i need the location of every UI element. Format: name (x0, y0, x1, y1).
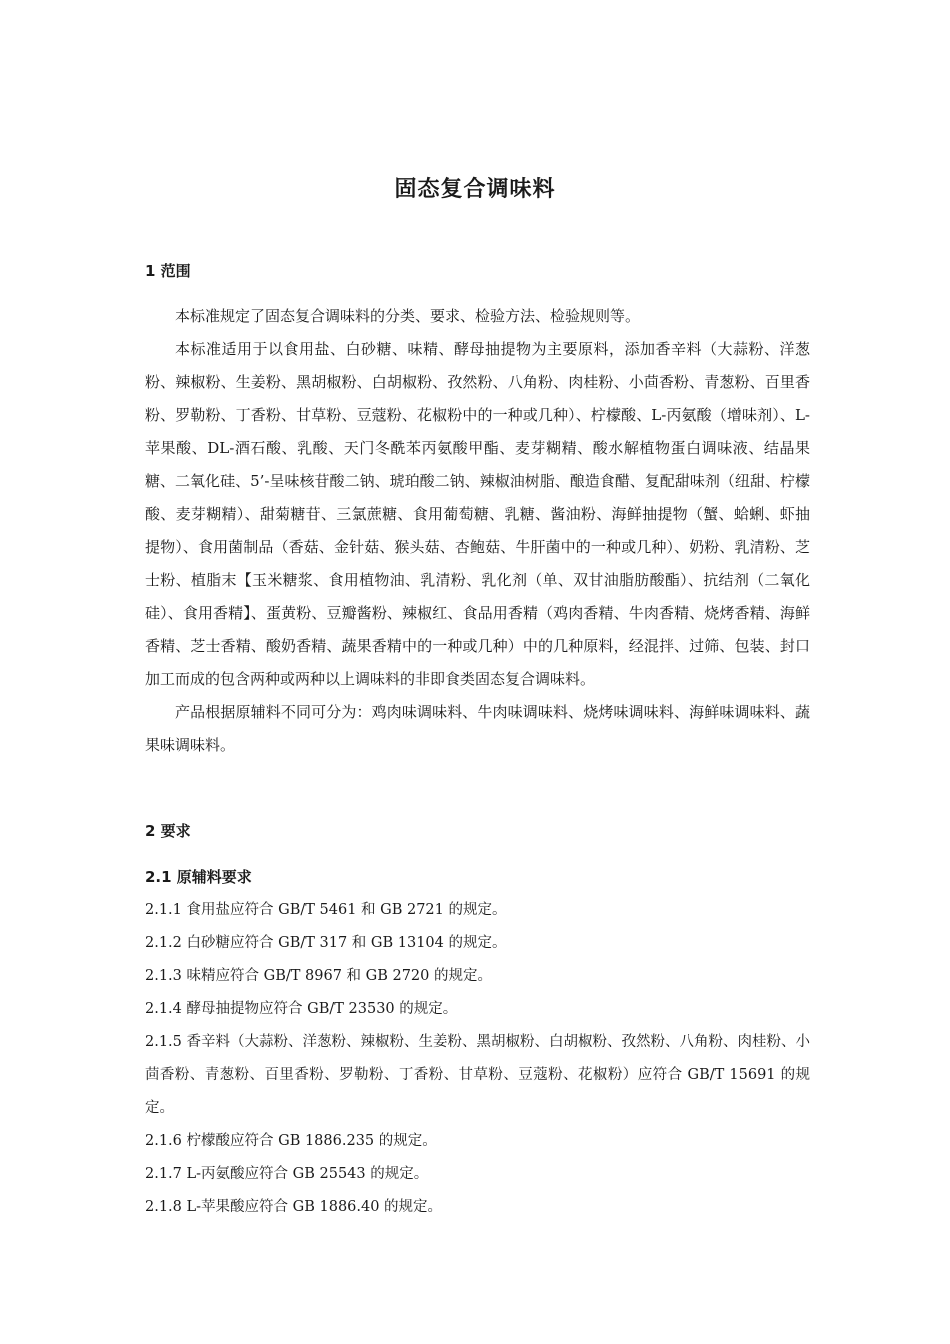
section-heading-scope: 1 范围 (145, 262, 191, 280)
scope-paragraph: 本标准适用于以食用盐、白砂糖、味精、酵母抽提物为主要原料，添加香辛料（大蒜粉、洋葱粉、辣椒粉、生姜粉、黑胡椒粉、白胡椒粉、孜然粉、八角粉、肉桂粉、小茴香粉、青葱粉、百里香粉、罗勒粉、丁香粉、甘草粉、豆蔻粉、花椒粉中的一种或几种）、柠檬酸、L-丙氨酸（增味剂）、L-苹果酸、DL-酒石酸、乳酸、天门冬酰苯丙氨酸甲酯、麦芽糊精、酸水解植物蛋白调味液、结晶果糖、二氧化硅、5’-呈味核苷酸二钠、琥珀酸二钠、辣椒油树脂、酿造食醋、复配甜味剂（纽甜、柠檬酸、麦芽糊精）、甜菊糖苷、三氯蔗糖、食用葡萄糖、乳糖、酱油粉、海鲜抽提物（蟹、蛤蜊、虾抽提物）、食用菌制品（香菇、金针菇、猴头菇、杏鲍菇、牛肝菌中的一种或几种）、奶粉、乳清粉、芝士粉、植脂末【玉米糖浆、食用植物油、乳清粉、乳化剂（单、双甘油脂肪酸酯）、抗结剂（二氧化硅）、食用香精】、蛋黄粉、豆瓣酱粉、辣椒红、食品用香精（鸡肉香精、牛肉香精、烧烤香精、海鲜香精、芝士香精、酸奶香精、蔬果香精中的一种或几种）中的几种原料，经混拌、过筛、包装、封口加工而成的包含两种或两种以上调味料的非即食类固态复合调味料。 (145, 340, 810, 688)
raw-material-clauses (145, 894, 810, 1224)
clause-2-1-6: 2.1.6 柠檬酸应符合 GB 1886.235 的规定。 (145, 1133, 437, 1149)
clause-2-1-3: 2.1.3 味精应符合 GB/T 8967 和 GB 2720 的规定。 (145, 968, 492, 984)
document-title: 固态复合调味料 (394, 177, 556, 202)
clause-2-1-7: 2.1.7 L-丙氨酸应符合 GB 25543 的规定。 (145, 1166, 429, 1182)
scope-paragraph: 本标准规定了固态复合调味料的分类、要求、检验方法、检验规则等。 (175, 307, 641, 325)
clause-2-1-8: 2.1.8 L-苹果酸应符合 GB 1886.40 的规定。 (145, 1199, 443, 1215)
clause-2-1-4: 2.1.4 酵母抽提物应符合 GB/T 23530 的规定。 (145, 1001, 458, 1017)
clause-2-1-2: 2.1.2 白砂糖应符合 GB/T 317 和 GB 13104 的规定。 (145, 935, 507, 951)
scope-paragraph: 产品根据原辅料不同可分为：鸡肉味调味料、牛肉味调味料、烧烤味调味料、海鲜味调味料、蔬果味调味料。 (145, 703, 810, 754)
section-heading-requirements: 2 要求 (145, 822, 191, 840)
clause-2-1-1: 2.1.1 食用盐应符合 GB/T 5461 和 GB 2721 的规定。 (145, 902, 507, 918)
clause-2-1-5: 2.1.5 香辛料（大蒜粉、洋葱粉、辣椒粉、生姜粉、黑胡椒粉、白胡椒粉、孜然粉、八角粉、肉桂粉、小茴香粉、青葱粉、百里香粉、罗勒粉、丁香粉、甘草粉、豆蔻粉、花椒粉）应符合 GB/T 15691 的规定。 (145, 1034, 810, 1116)
subsection-heading-raw-materials: 2.1 原辅料要求 (145, 868, 252, 886)
scope-body (145, 300, 810, 762)
